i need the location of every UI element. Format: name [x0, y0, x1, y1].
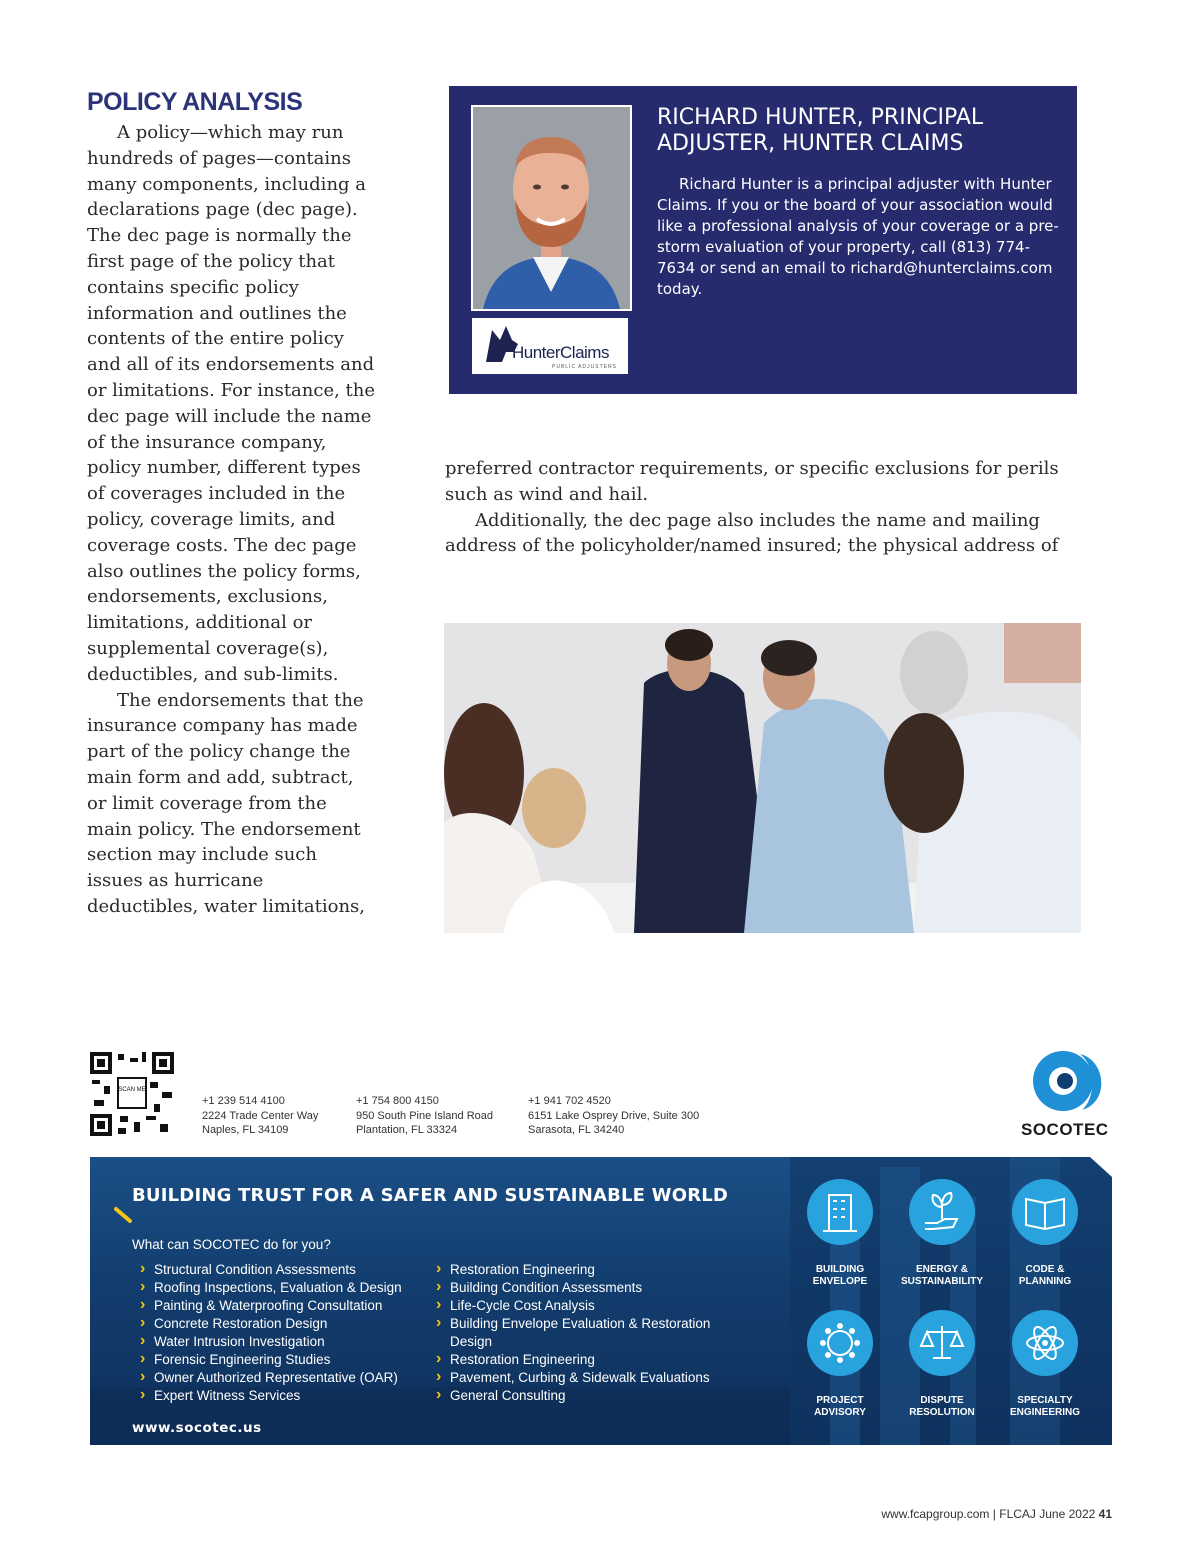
team-meeting-photo	[444, 623, 1081, 933]
plant-hand-icon	[909, 1179, 975, 1245]
office-phone: +1 754 800 4150	[356, 1095, 439, 1107]
category-label-line2: SUSTAINABILITY	[900, 1276, 984, 1287]
office-city: Plantation, FL 33324	[356, 1124, 458, 1136]
bio-title: RICHARD HUNTER, PRINCIPAL ADJUSTER, HUNTER CLAIMS	[657, 105, 984, 156]
paragraph: The endorsements that the insurance company has made part of the policy change the main form and add, subtract, or limit coverage from the main policy. The endorsement section may include such issues as hurricane deductibles, water limitations,	[87, 689, 366, 917]
category-project-advisory	[785, 1395, 895, 1419]
bio-paragraph: Richard Hunter is a principal adjuster with Hunter Claims. If you or the board of your association would like a professional analysis of your coverage or a pre-storm evaluation of your property, call (813) 774-7634 or send an email to richard@hunterclaims.com today.	[657, 175, 1059, 298]
service-item: › Building Envelope Evaluation & Restoration Design	[434, 1315, 734, 1351]
services-list-right	[434, 1261, 734, 1405]
category-label-line2: ENGINEERING	[1009, 1407, 1080, 1418]
service-item: › Building Condition Assessments	[434, 1279, 734, 1297]
accent-slash-icon	[114, 1205, 134, 1225]
book-icon	[1012, 1179, 1078, 1245]
service-item: › Structural Condition Assessments	[138, 1261, 428, 1279]
service-item: › Water Intrusion Investigation	[138, 1333, 428, 1351]
office-phone: +1 239 514 4100	[202, 1095, 285, 1107]
service-item: › Owner Authorized Representative (OAR)	[138, 1369, 428, 1387]
banner-headline: BUILDING TRUST FOR A SAFER AND SUSTAINABLE WORLD	[132, 1185, 729, 1206]
author-headshot	[471, 105, 632, 311]
paragraph: preferred contractor requirements, or specific exclusions for perils such as wind and hail.	[445, 458, 1059, 505]
logo-name: HunterClaims	[512, 343, 609, 362]
right-column-text	[445, 456, 1085, 559]
office-street: 6151 Lake Osprey Drive, Suite 300	[528, 1109, 700, 1122]
office-street: 950 South Pine Island Road	[356, 1109, 493, 1122]
service-item: › Restoration Engineering	[434, 1261, 734, 1279]
service-item: › Roofing Inspections, Evaluation & Design	[138, 1279, 428, 1297]
page-number: 41	[1098, 1507, 1112, 1521]
category-building-envelope	[785, 1264, 895, 1288]
logo-subtitle: PUBLIC ADJUSTERS	[552, 364, 617, 370]
footer-issue: FLCAJ June 2022	[999, 1507, 1096, 1521]
category-label-line1: DISPUTE	[920, 1395, 964, 1406]
service-item: › Forensic Engineering Studies	[138, 1351, 428, 1369]
banner-question: What can SOCOTEC do for you?	[132, 1237, 331, 1252]
service-item: › Pavement, Curbing & Sidewalk Evaluations	[434, 1369, 734, 1387]
qr-code[interactable]	[90, 1052, 174, 1136]
category-specialty-engineering	[990, 1395, 1100, 1419]
services-list-left	[138, 1261, 428, 1405]
team-icon	[807, 1310, 873, 1376]
category-label-line1: BUILDING	[815, 1264, 865, 1275]
atom-icon	[1012, 1310, 1078, 1376]
service-item: › Painting & Waterproofing Consultation	[138, 1297, 428, 1315]
footer-separator: |	[992, 1507, 996, 1521]
socotec-logo-icon	[1030, 1050, 1108, 1112]
category-label-line2: ADVISORY	[814, 1407, 866, 1418]
category-label-line2: PLANNING	[1018, 1276, 1072, 1287]
office-street: 2224 Trade Center Way	[202, 1109, 319, 1122]
service-item: › General Consulting	[434, 1387, 734, 1405]
category-energy-sustainability	[887, 1264, 997, 1288]
category-label-line1: CODE &	[1025, 1264, 1065, 1275]
page-footer	[881, 1507, 1112, 1521]
qr-scan-label: SCAN ME	[118, 1087, 146, 1093]
office-phone: +1 941 702 4520	[528, 1095, 611, 1107]
paragraph: Additionally, the dec page also includes the name and mailing address of the policyholder/named insured; the physical address of	[445, 509, 1059, 557]
footer-site[interactable]: www.fcapgroup.com	[881, 1507, 990, 1521]
office-sarasota	[528, 1094, 699, 1138]
category-label-line2: ENVELOPE	[812, 1276, 868, 1287]
office-city: Naples, FL 34109	[202, 1124, 289, 1136]
category-label-line1: SPECIALTY	[1017, 1395, 1073, 1406]
banner-url[interactable]: www.socotec.us	[132, 1420, 262, 1436]
service-item: › Expert Witness Services	[138, 1387, 428, 1405]
building-icon	[807, 1179, 873, 1245]
section-heading: POLICY ANALYSIS	[87, 88, 303, 116]
paragraph: A policy—which may run hundreds of pages—contains many components, including a declarations page (dec page). The dec page is normally the first page of the policy that contains specific policy information and outlines the contents of the entire policy and all of its endorsements and or limitations. For instance, the dec page will include the name of the insurance company, policy number, different types of coverages included in the policy, coverage limits, and coverage costs. The dec page also outlines the policy forms, endorsements, exclusions, limitations, additional or supplemental coverage(s), deductibles, and sub-limits.	[87, 122, 376, 685]
service-item: › Concrete Restoration Design	[138, 1315, 428, 1333]
office-city: Sarasota, FL 34240	[528, 1124, 625, 1136]
category-code-planning	[990, 1264, 1100, 1288]
office-plantation	[356, 1094, 493, 1138]
category-label-line2: RESOLUTION	[909, 1407, 975, 1418]
bio-text	[657, 174, 1062, 300]
socotec-wordmark: SOCOTEC	[1021, 1120, 1109, 1139]
scales-icon	[909, 1310, 975, 1376]
left-column-text	[87, 120, 377, 920]
category-label-line1: ENERGY &	[915, 1264, 969, 1275]
service-item: › Life-Cycle Cost Analysis	[434, 1297, 734, 1315]
office-naples	[202, 1094, 318, 1138]
category-label-line1: PROJECT	[816, 1395, 864, 1406]
service-item: › Restoration Engineering	[434, 1351, 734, 1369]
category-dispute-resolution	[887, 1395, 997, 1419]
